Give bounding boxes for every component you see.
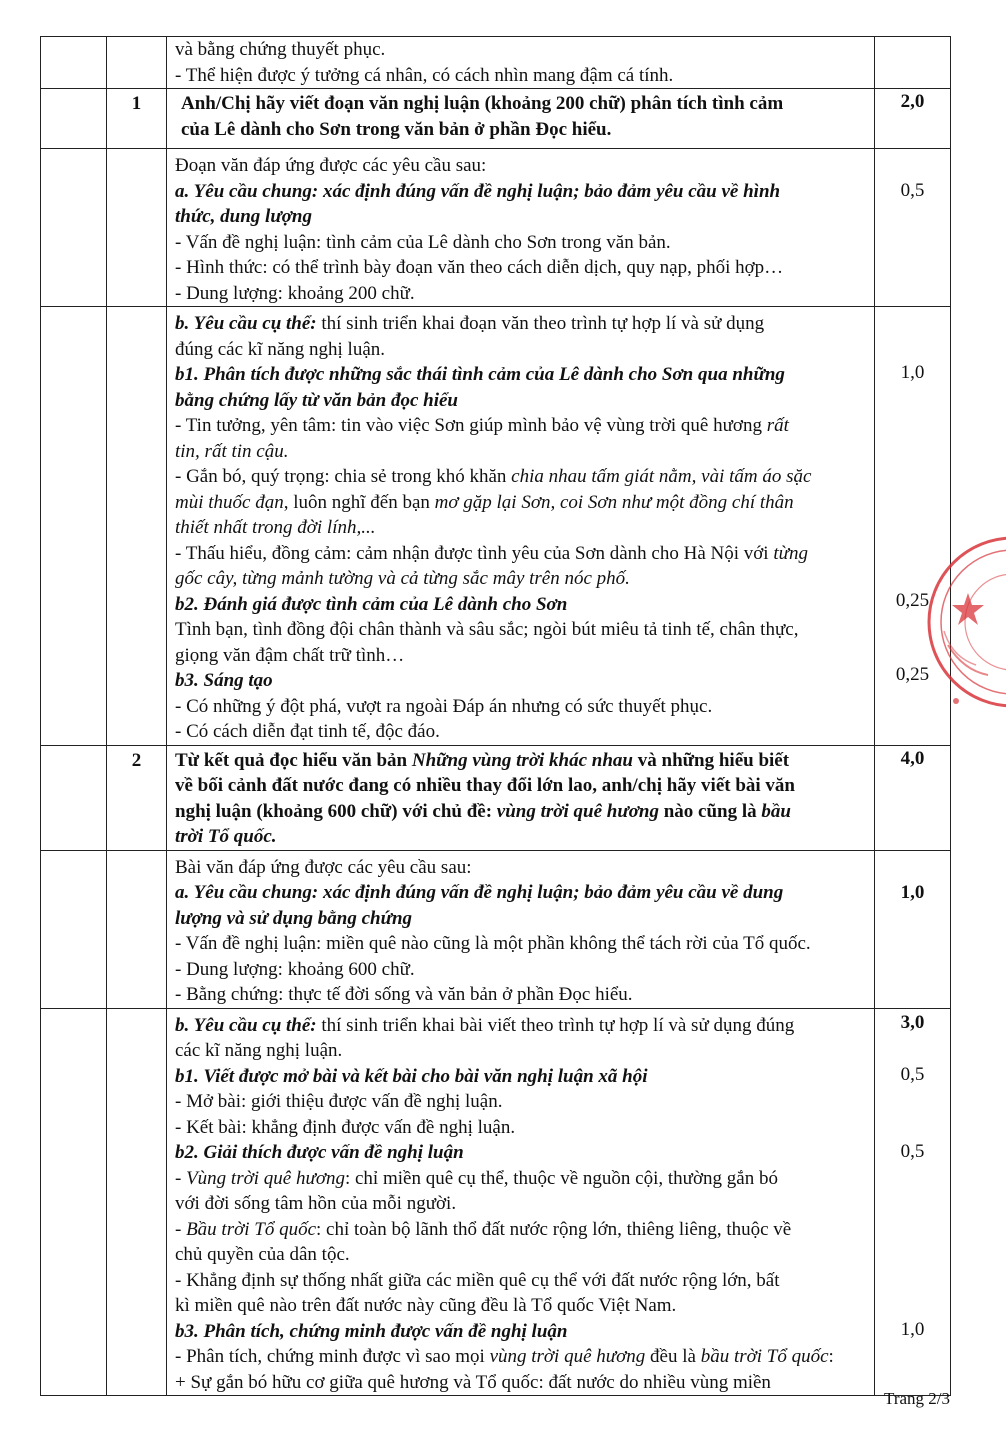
- text-line: : chỉ toàn bộ lãnh thổ đất nước rộng lớn, thiêng liêng, thuộc về: [316, 1218, 792, 1240]
- scoring-table: [40, 36, 951, 1396]
- text-line: - Bằng chứng: thực tế đời sống và văn bản ở phần Đọc hiểu.: [175, 984, 633, 1005]
- question-title-line: của Lê dành cho Sơn trong văn bản ở phần Đọc hiểu.: [181, 118, 612, 140]
- text-line: kì miền quê nào trên đất nước này cũng đều là Tổ quốc Việt Nam.: [175, 1295, 677, 1316]
- table-row: [41, 149, 951, 307]
- title-italic: bầu: [761, 800, 791, 822]
- content-cell: [167, 745, 875, 850]
- criterion-heading: b2. Giải thích được vấn đề nghị luận: [175, 1142, 464, 1163]
- requirement-label: b. Yêu cầu cụ thể:: [175, 313, 317, 334]
- score-cell: [875, 850, 951, 1008]
- content-cell: [167, 149, 875, 307]
- requirement-heading: a. Yêu cầu chung: xác định đúng vấn đề nghị luận; bảo đảm yêu cầu về dung: [175, 882, 784, 903]
- score-cell: [875, 745, 951, 850]
- text-line: giọng văn đậm chất trữ tình…: [175, 644, 405, 666]
- section-cell: [41, 37, 107, 89]
- text-line: :: [828, 1346, 834, 1367]
- quote-text: mơ gặp lại Sơn, coi Sơn như một đồng chí thân: [434, 491, 794, 513]
- score-cell: [875, 89, 951, 149]
- criterion-heading: b1. Phân tích được những sắc thái tình cảm của Lê dành cho Sơn qua những: [175, 364, 785, 385]
- table-row: [41, 850, 951, 1008]
- quote-text: từng: [773, 542, 808, 564]
- text-line: - Dung lượng: khoảng 600 chữ.: [175, 958, 415, 980]
- quote-text: rất: [766, 415, 789, 436]
- score-value: 3,0: [900, 1011, 925, 1033]
- section-cell: [41, 850, 107, 1008]
- quote-text: gốc cây, từng mảnh tường và cả từng sắc mây trên nóc phố.: [175, 568, 630, 589]
- question-number-cell: [107, 307, 167, 746]
- title-italic: trời Tổ quốc.: [175, 826, 277, 847]
- score-value: 2,0: [900, 91, 925, 112]
- question-title-line: và những hiểu biết: [633, 749, 790, 771]
- table-row: [41, 89, 951, 149]
- score-value: 1,0: [900, 881, 925, 903]
- text-line: : chỉ miền quê cụ thể, thuộc về nguồn cội, thường gắn bó: [344, 1167, 778, 1189]
- table-row: [41, 745, 951, 850]
- section-cell: [41, 149, 107, 307]
- question-number-cell: [107, 89, 167, 149]
- quote-text: tin, rất tin cậu.: [175, 440, 289, 462]
- section-cell: [41, 1008, 107, 1396]
- text-line: Đoạn văn đáp ứng được các yêu cầu sau:: [175, 155, 487, 176]
- text-line: Bài văn đáp ứng được các yêu cầu sau:: [175, 856, 472, 878]
- text-line: - Gắn bó, quý trọng: chia sẻ trong khó khăn: [175, 466, 512, 487]
- requirement-heading: lượng và sử dụng bằng chứng: [175, 907, 413, 929]
- question-number-cell: [107, 745, 167, 850]
- text-line: - Khẳng định sự thống nhất giữa các miền quê cụ thể với đất nước rộng lớn, bất: [175, 1269, 780, 1291]
- quote-text: thiết nhất trong đời lính,...: [175, 517, 376, 538]
- text-line: - Hình thức: có thể trình bày đoạn văn theo cách diễn dịch, quy nạp, phối hợp…: [175, 257, 784, 278]
- text-line: - Có những ý đột phá, vượt ra ngoài Đáp án nhưng có sức thuyết phục.: [175, 695, 713, 717]
- score-value: 1,0: [900, 1318, 925, 1340]
- score-cell: [875, 37, 951, 89]
- quote-text: Bầu trời Tổ quốc: [186, 1218, 317, 1240]
- question-number: 2: [131, 749, 142, 771]
- criterion-heading: b2. Đánh giá được tình cảm của Lê dành cho Sơn: [175, 593, 568, 615]
- score-value: 0,25: [895, 664, 930, 685]
- requirement-heading: a. Yêu cầu chung: xác định đúng vấn đề nghị luận; bảo đảm yêu cầu về hình: [175, 180, 781, 202]
- section-cell: [41, 745, 107, 850]
- content-cell: [167, 89, 875, 149]
- criterion-heading: b1. Viết được mở bài và kết bài cho bài văn nghị luận xã hội: [175, 1065, 648, 1087]
- table-row: [41, 37, 951, 89]
- question-number-cell: [107, 850, 167, 1008]
- question-number: 1: [131, 93, 142, 114]
- score-cell: [875, 149, 951, 307]
- score-value: 0,5: [900, 1063, 925, 1085]
- text-line: - Kết bài: khẳng định được vấn đề nghị luận.: [175, 1116, 516, 1138]
- text-line: - Thấu hiểu, đồng cảm: cảm nhận được tình yêu của Sơn dành cho Hà Nội với: [175, 542, 774, 564]
- question-title-line: Từ kết quả đọc hiểu văn bản: [175, 749, 412, 771]
- quote-text: bầu trời Tổ quốc: [700, 1346, 829, 1367]
- text-line: - Vấn đề nghị luận: miền quê nào cũng là một phần không thể tách rời của Tổ quốc.: [175, 933, 811, 954]
- text-line: thí sinh triển khai đoạn văn theo trình tự hợp lí và sử dụng: [316, 313, 765, 334]
- question-title-line: nghị luận (khoảng 600 chữ) với chủ đề:: [175, 800, 497, 822]
- text-line: - Có cách diễn đạt tinh tế, độc đáo.: [175, 721, 440, 742]
- text-line: - Vấn đề nghị luận: tình cảm của Lê dành cho Sơn trong văn bản.: [175, 231, 671, 253]
- text-line: - Tin tưởng, yên tâm: tin vào việc Sơn giúp mình bảo vệ vùng trời quê hương: [175, 415, 767, 436]
- requirement-label: b. Yêu cầu cụ thể:: [175, 1014, 317, 1036]
- score-value: 0,5: [900, 1140, 925, 1162]
- requirement-heading: thức, dung lượng: [175, 206, 312, 227]
- text-line: - Dung lượng: khoảng 200 chữ.: [175, 282, 415, 304]
- quote-text: Vùng trời quê hương: [186, 1167, 345, 1189]
- section-cell: [41, 307, 107, 746]
- text-line: , luôn nghĩ đến bạn: [283, 491, 435, 513]
- text-line: chủ quyền của dân tộc.: [175, 1244, 350, 1265]
- quote-text: chia nhau tấm giát nằm, vài tấm áo sặc: [511, 466, 812, 487]
- quote-text: mùi thuốc đạn: [175, 491, 284, 513]
- criterion-heading: b3. Phân tích, chứng minh được vấn đề nghị luận: [175, 1320, 568, 1342]
- content-cell: b. Yêu cầu cụ thể: thí sinh triển khai bài viết theo trình tự hợp lí và sử dụng đúng các kĩ năng nghị luận. b1. Viết được mở bài và kết bài cho bài văn nghị luận xã hội - Mở bài: giới thiệu được vấn đề nghị luận. - Kết bài: khẳng định được vấn đề nghị luận. b2. Giải thích được vấn đề nghị luận - Vùng trời quê hương: chỉ miền quê cụ thể, thuộc về nguồn cội, thường gắn bó với đời sống tâm hồn của mỗi người. - Bầu trời Tổ quốc: chỉ toàn bộ lãnh thổ đất nước rộng lớn, thiêng liêng, thuộc về chủ quyền của dân tộc. - Khẳng định sự thống nhất giữa các miền quê cụ thể với đất nước rộng lớn, bất kì miền quê nào trên đất nước này cũng đều là Tổ quốc Việt Nam. b3. Phân tích, chứng minh được vấn đề nghị luận - Phân tích, chứng minh được vì sao mọi vùng trời quê hương đều là bầu trời Tổ quốc: + Sự gắn bó hữu cơ giữa quê hương và Tổ quốc: đất nước do nhiều vùng miền: [167, 1008, 875, 1396]
- question-number-cell: [107, 1008, 167, 1396]
- text-line: đúng các kĩ năng nghị luận.: [175, 338, 386, 360]
- question-title-line: nào cũng là: [658, 800, 762, 822]
- question-number-cell: [107, 149, 167, 307]
- text-line: thí sinh triển khai bài viết theo trình tự hợp lí và sử dụng đúng: [316, 1014, 795, 1036]
- quote-text: vùng trời quê hương: [489, 1346, 646, 1367]
- title-italic: Những vùng trời khác nhau: [411, 749, 633, 771]
- question-title-line: Anh/Chị hãy viết đoạn văn nghị luận (khoảng 200 chữ) phân tích tình cảm: [181, 93, 784, 114]
- text-line: - Thể hiện được ý tưởng cá nhân, có cách nhìn mang đậm cá tính.: [175, 64, 674, 86]
- score-value: 1,0: [900, 362, 925, 383]
- text-line: và bằng chứng thuyết phục.: [175, 39, 386, 60]
- score-value: 4,0: [900, 747, 925, 769]
- text-line: - Mở bài: giới thiệu được vấn đề nghị luận.: [175, 1091, 503, 1112]
- criterion-heading: bằng chứng lấy từ văn bản đọc hiểu: [175, 389, 458, 411]
- text-line: các kĩ năng nghị luận.: [175, 1040, 343, 1061]
- text-line: - Phân tích, chứng minh được vì sao mọi: [175, 1346, 490, 1367]
- score-value: 0,5: [900, 180, 925, 201]
- content-cell: [167, 37, 875, 89]
- score-cell: [875, 1008, 951, 1396]
- title-italic: vùng trời quê hương: [496, 800, 659, 822]
- question-title-line: về bối cảnh đất nước đang có nhiều thay đổi lớn lao, anh/chị hãy viết bài văn: [175, 775, 795, 796]
- table-row: [41, 307, 951, 746]
- text-line: Tình bạn, tình đồng đội chân thành và sâu sắc; ngòi bút miêu tả tinh tế, chân thực,: [175, 619, 799, 640]
- table-row: [41, 1008, 951, 1396]
- content-cell: [167, 850, 875, 1008]
- page-number: Trang 2/3: [884, 1389, 950, 1408]
- content-cell: [167, 307, 875, 746]
- text-line: đều là: [645, 1346, 701, 1367]
- official-seal-stamp: [918, 525, 1006, 725]
- criterion-heading: b3. Sáng tạo: [175, 670, 273, 691]
- text-line: + Sự gắn bó hữu cơ giữa quê hương và Tổ quốc: đất nước do nhiều vùng miền: [175, 1371, 771, 1393]
- question-number-cell: [107, 37, 167, 89]
- text-line: với đời sống tâm hồn của mỗi người.: [175, 1193, 457, 1214]
- score-value: 0,25: [895, 590, 930, 611]
- section-cell: [41, 89, 107, 149]
